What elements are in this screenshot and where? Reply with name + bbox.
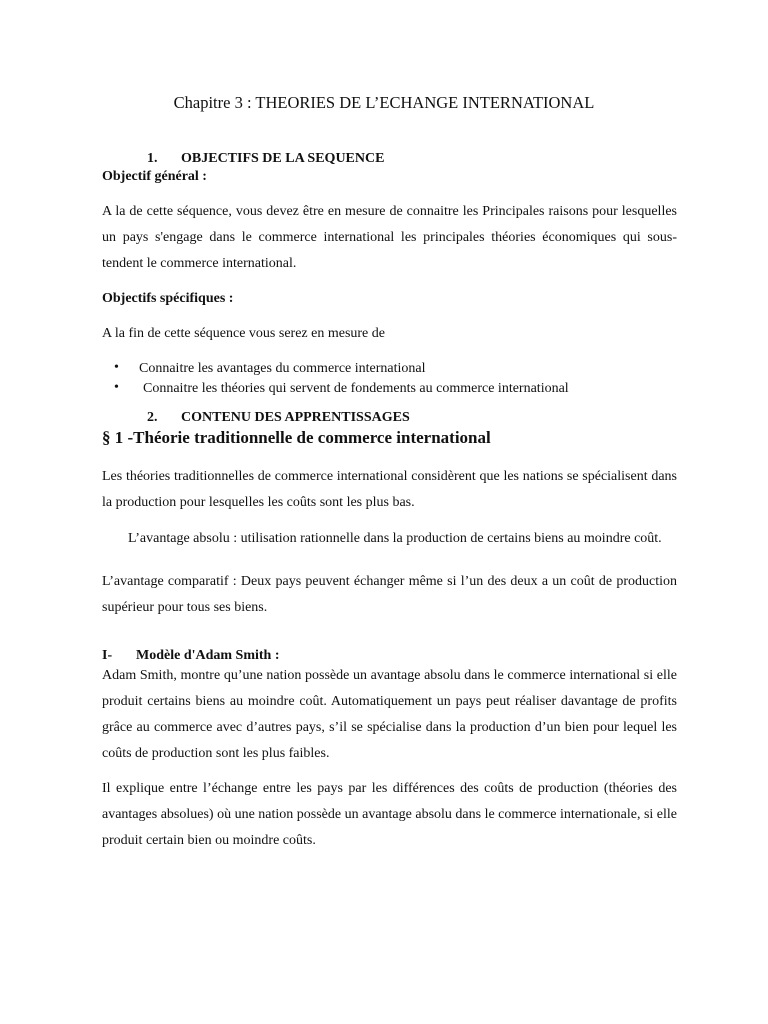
adam-smith-paragraph-2: Il explique entre l’échange entre les pays par les différences des coûts de production (théories des avantages absolues) où une nation possède un avantage absolu dans le commerce internationale, si elle produit certain bien ou moindre coûts. xyxy=(102,781,677,848)
adam-smith-number: I- xyxy=(102,648,113,663)
section2-heading: CONTENU DES APPRENTISSAGES xyxy=(181,410,410,425)
bullet-icon: • xyxy=(114,360,119,375)
objectif-general-text: A la de cette séquence, vous devez être en mesure de connaitre les Principales raisons pour lesquelles un pays s'engage dans le commerce international les principales théories économiques qui sous-tendent le commerce international. xyxy=(102,204,677,271)
chapter-title: Chapitre 3 : THEORIES DE L’ECHANGE INTERNATIONAL xyxy=(173,93,595,112)
objectifs-specifiques-intro: A la fin de cette séquence vous serez en mesure de xyxy=(102,326,385,341)
bullet-icon: • xyxy=(114,380,119,395)
traditional-theory-intro: Les théories traditionnelles de commerce international considèrent que les nations se spécialisent dans la production pour lesquelles les coûts sont les plus bas. xyxy=(102,469,677,510)
section1-number: 1. xyxy=(147,151,158,166)
section1-heading: OBJECTIFS DE LA SEQUENCE xyxy=(181,151,385,166)
section2-number: 2. xyxy=(147,410,158,425)
avantage-absolu-text: L’avantage absolu : utilisation rationnelle dans la production de certains biens au moindre coût. xyxy=(128,531,662,546)
adam-smith-paragraph-1: Adam Smith, montre qu’une nation possède un avantage absolu dans le commerce international si elle produit certains biens au moindre coût. Automatiquement un pays peut réaliser davantage de profits grâce au commerce avec d’autres pays, s’il se spécialise dans la production d’un bien pour lequel les coûts de production sont les plus faibles. xyxy=(102,668,677,761)
avantage-comparatif-text: L’avantage comparatif : Deux pays peuvent échanger même si l’un des deux a un coût de production supérieur pour tous ses biens. xyxy=(102,574,677,615)
paragraph-section-title: § 1 -Théorie traditionnelle de commerce international xyxy=(102,428,491,447)
objectifs-specifiques-label: Objectifs spécifiques : xyxy=(102,291,234,306)
list-item-text: Connaitre les avantages du commerce international xyxy=(139,361,426,376)
list-item-text: Connaitre les théories qui servent de fondements au commerce international xyxy=(143,381,569,396)
objectif-general-label: Objectif général : xyxy=(102,169,207,184)
adam-smith-heading: Modèle d'Adam Smith : xyxy=(136,648,280,663)
